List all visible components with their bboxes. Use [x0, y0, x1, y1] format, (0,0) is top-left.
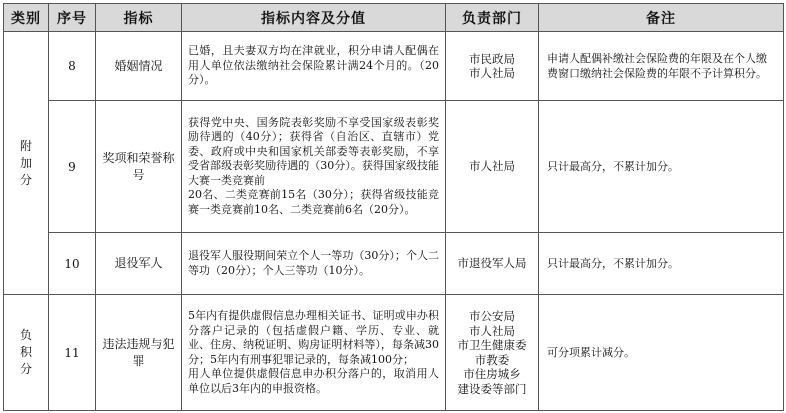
seq-cell: 8: [49, 32, 96, 101]
header-remark: 备注: [539, 4, 784, 32]
table-row: [4, 32, 784, 101]
content-cell: 退役军人服役期间荣立个人一等功（30分）；个人二等功（20分）；个人三等功（10分）。: [182, 233, 446, 295]
table-row: [4, 233, 784, 295]
indicator-cell: 违法违规与犯罪: [96, 295, 182, 411]
header-row: [4, 4, 784, 32]
header-seq: 序号: [49, 4, 96, 32]
department-cell: 市民政局 市人社局: [446, 32, 539, 101]
table-row: [4, 295, 784, 411]
indicator-cell: 婚姻情况: [96, 32, 182, 101]
seq-cell: 9: [49, 101, 96, 233]
header-content: 指标内容及分值: [182, 4, 446, 32]
indicator-cell: 奖项和荣誉称号: [96, 101, 182, 233]
department-cell: 市退役军人局: [446, 233, 539, 295]
seq-cell: 10: [49, 233, 96, 295]
header-category: 类别: [4, 4, 49, 32]
header-indicator: 指标: [96, 4, 182, 32]
category-negative: 负 积 分: [4, 295, 49, 411]
category-bonus: 附 加 分: [4, 32, 49, 295]
header-department: 负责部门: [446, 4, 539, 32]
remark-cell: 只计最高分，不累计加分。: [539, 233, 784, 295]
points-table: [3, 3, 784, 411]
table-row: [4, 101, 784, 233]
content-cell: 已婚，且夫妻双方均在津就业，积分申请人配偶在用人单位依法缴纳社会保险累计满24个月的。（20分）。: [182, 32, 446, 101]
seq-cell: 11: [49, 295, 96, 411]
remark-cell: 申请人配偶补缴社会保险费的年限及在个人缴费窗口缴纳社会保险费的年限不予计算积分。: [539, 32, 784, 101]
indicator-cell: 退役军人: [96, 233, 182, 295]
department-cell: 市公安局 市人社局 市卫生健康委 市教委 市住房城乡 建设委等部门: [446, 295, 539, 411]
department-cell: 市人社局: [446, 101, 539, 233]
content-cell: 获得党中央、国务院表彰奖励不享受国家级表彰奖励待遇的（40分）；获得省（自治区、直辖市）党委、政府或中央和国家机关部委等表彰奖励，不享受省部级表彰奖励待遇的（30分）。获得国家级技能大赛一类竞赛前 20名、二类竞赛前15名（30分）；获得省级技能竞赛一类竞赛前10名、二类竞赛前6名（20分）。: [182, 101, 446, 233]
remark-cell: 可分项累计减分。: [539, 295, 784, 411]
remark-cell: 只计最高分，不累计加分。: [539, 101, 784, 233]
content-cell: 5年内有提供虚假信息办理相关证书、证明或申办积分落户记录的（包括虚假户籍、学历、专业、就业、住房、纳税证明、购房证明材料等），每条减30分；5年内有刑事犯罪记录的，每条减100分； 用人单位提供虚假信息申办积分落户的，取消用人单位以后3年内的申报资格。: [182, 295, 446, 411]
